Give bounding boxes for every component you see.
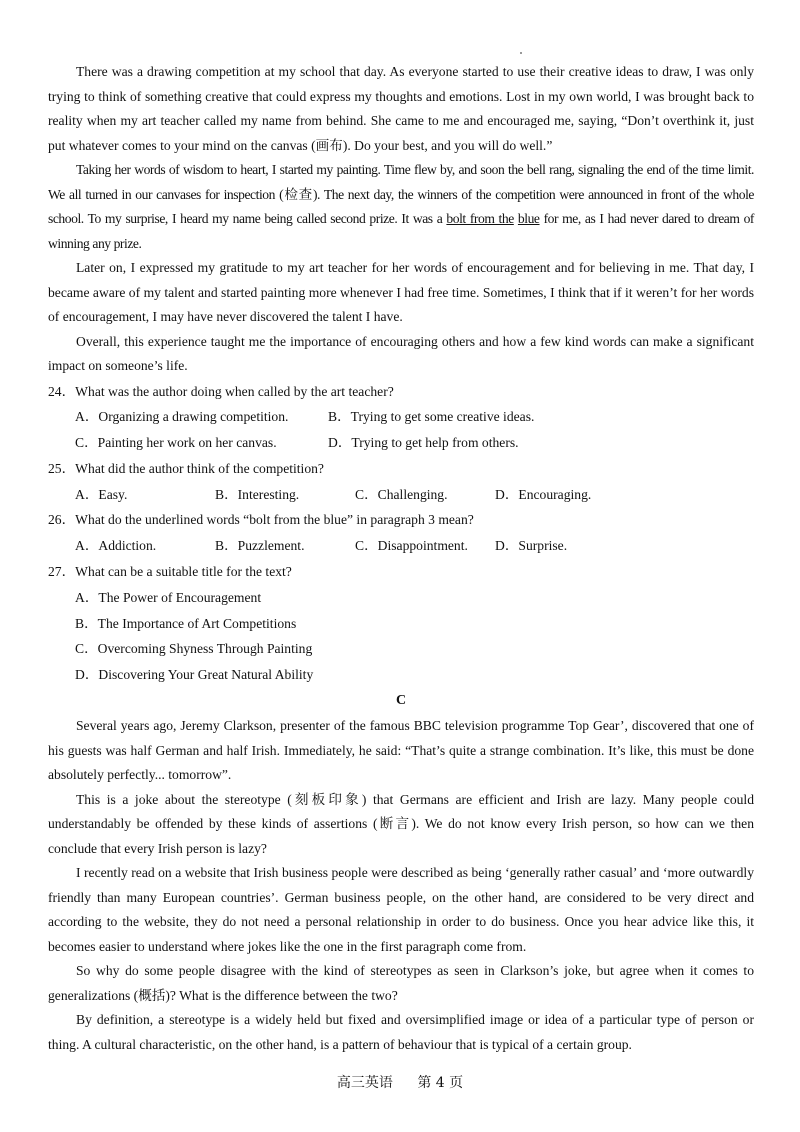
passage-b-paragraph-1: There was a drawing competition at my school that day. As everyone started to use their creative ideas to draw, I was only trying to think of something creative that could express my thoughts and emotions. Lost in my own world, I was brought back to reality when my art teacher called my name from behind. She came to me and encouraged me, saying, “Don’t overthink it, just put whatever comes to your mind on the canvas (画布). Do your best, and you will do well.” xyxy=(48,64,754,153)
footer-page-number: 第 4 页 xyxy=(417,1075,464,1091)
passage-c-paragraph-2: This is a joke about the stereotype (刻板印象) that Germans are efficient and Irish are lazy. Many people could understandably be offended by these kinds of assertions (断言). We do not know every Irish person, so how can we then conclude that every Irish person is lazy? xyxy=(48,791,754,856)
footer-subject: 高三英语 xyxy=(336,1075,393,1091)
option-b: B．Puzzlement. xyxy=(215,538,305,554)
question-24 xyxy=(48,379,754,456)
question-stem: 24．What was the author doing when called by the art teacher? xyxy=(48,383,394,399)
option-b: B．Trying to get some creative ideas. xyxy=(328,409,535,425)
option-a: A．Addiction. xyxy=(75,538,157,554)
option-d: D．Discovering Your Great Natural Ability xyxy=(75,667,314,683)
option-b: B．The Importance of Art Competitions xyxy=(75,615,297,631)
question-26 xyxy=(48,507,754,559)
passage-b-paragraph-3: Later on, I expressed my gratitude to my art teacher for her words of encouragement and for believing in me. That day, I became aware of my talent and started painting more whenever I had free time. Sometimes, I think that if it weren’t for her words of encouragement, I may have never discovered the talent I have. xyxy=(48,260,754,324)
option-d: D．Surprise. xyxy=(495,538,568,554)
paragraph-2-text: Taking her words of wisdom to heart, I started my painting. Time flew by, and soon the bell rang, signaling the end of the time limit. We all turned in our canvases for inspection (检查). The next day, the winners of the competition were announced in front of the whole school. To my surprise, I heard my name being called second prize. It was a xyxy=(48,162,754,226)
option-a: A．Organizing a drawing competition. xyxy=(75,409,289,425)
passage-b-paragraph-4: Overall, this experience taught me the importance of encouraging others and how a few kind words can make a significant impact on someone’s life. xyxy=(48,333,754,373)
option-a: A．Easy. xyxy=(75,486,128,502)
passage-c-paragraph-5: By definition, a stereotype is a widely held but fixed and oversimplified image or idea of a particular type of person or thing. A cultural characteristic, on the other hand, is a pattern of behaviour that is typical of a certain group. xyxy=(48,1012,754,1052)
passage-c-paragraph-1: Several years ago, Jeremy Clarkson, presenter of the famous BBC television programme Top Gear’, discovered that one of his guests was half German and half Irish. Immediately, he said: “That’s quite a strange combination. It’s like, this must be done absolutely perfectly... tomorrow”. xyxy=(48,718,754,783)
scan-mark xyxy=(520,52,522,54)
question-25 xyxy=(48,456,754,508)
page-footer xyxy=(0,1072,800,1092)
underlined-phrase-part-2: blue xyxy=(517,211,540,226)
underlined-phrase-part-1: bolt from the xyxy=(446,211,514,226)
option-row xyxy=(48,482,754,508)
section-heading-c: C xyxy=(395,693,407,709)
option-b: B．Interesting. xyxy=(215,486,300,502)
option-row xyxy=(48,404,754,430)
option-d: D．Encouraging. xyxy=(495,486,592,502)
option-c: C．Disappointment. xyxy=(355,538,468,554)
option-c: C．Challenging. xyxy=(355,486,448,502)
option-row xyxy=(48,533,754,559)
exam-page xyxy=(48,60,754,1057)
passage-c-paragraph-4: So why do some people disagree with the kind of stereotypes as seen in Clarkson’s joke, but agree when it comes to generalizations (概括)? What is the difference between the two? xyxy=(48,963,754,1003)
option-c: C．Painting her work on her canvas. xyxy=(75,435,277,451)
question-stem: 27．What can be a suitable title for the text? xyxy=(48,564,292,580)
question-27 xyxy=(48,559,754,688)
option-a: A．The Power of Encouragement xyxy=(75,589,262,605)
question-stem: 26．What do the underlined words “bolt from the blue” in paragraph 3 mean? xyxy=(48,512,474,528)
option-c: C．Overcoming Shyness Through Painting xyxy=(75,641,313,657)
paragraph-2-text-end: for me, as I had never dared to dream of winning any prize. xyxy=(48,211,754,251)
option-d: D．Trying to get help from others. xyxy=(328,435,519,451)
passage-c-paragraph-3: I recently read on a website that Irish business people were described as being ‘generally rather casual’ and ‘more outwardly friendly than many European countries’. German business people, on the other hand, are considered to be very direct and according to the website, they do not need a personal relationship in order to do business. Once you hear advice like this, it becomes easier to understand where jokes like the one in the first paragraph come from. xyxy=(48,865,754,954)
option-row xyxy=(48,430,754,456)
question-stem: 25．What did the author think of the competition? xyxy=(48,460,324,476)
passage-b-paragraph-2 xyxy=(48,158,754,256)
